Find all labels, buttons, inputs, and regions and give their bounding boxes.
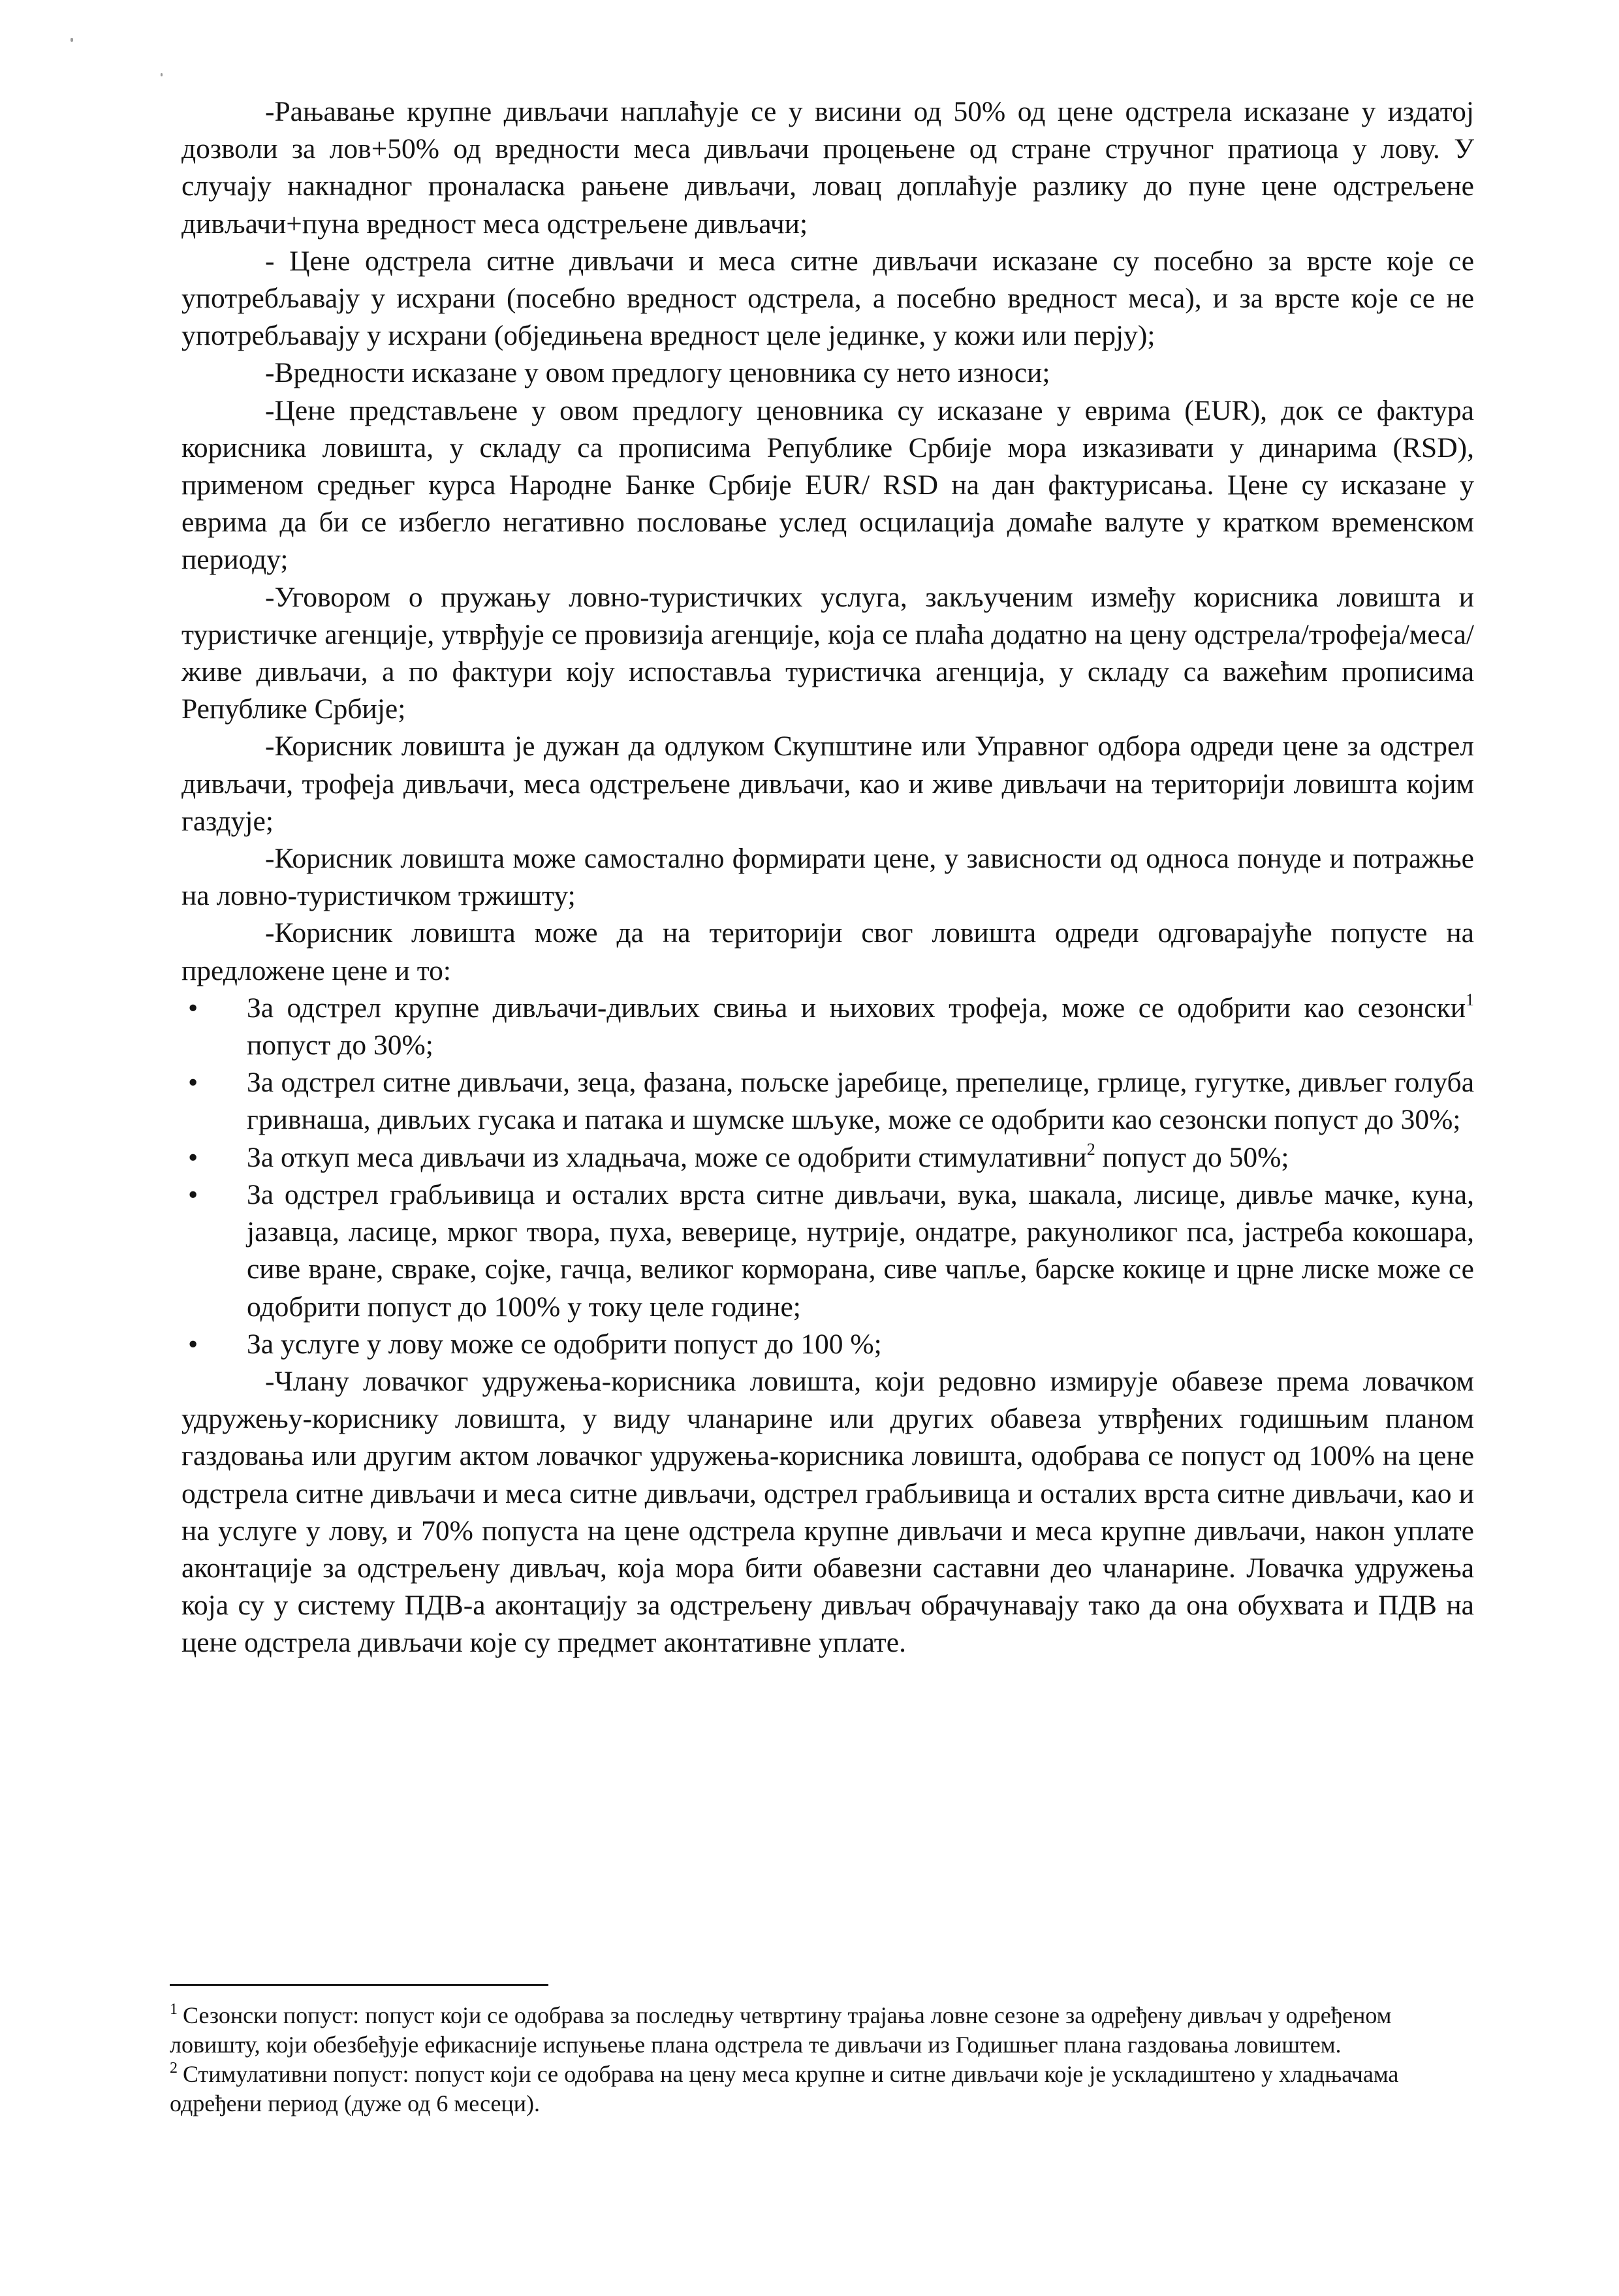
footnote-text: Сезонски попуст: попуст који се одобрава за последњу четвртину трајања ловне сезоне за одређену дивљач у одређеном ловишту, који обезбеђује ефикасније испуњење плана одстрела те дивљачи из Годишњег плана газдовања ловиштем. — [170, 2002, 1392, 2058]
paragraph-small-game-prices: - Цене одстрела ситне дивљачи и меса ситне дивљачи исказане су посебно за врсте које се употребљавају у исхрани (посебно вредност одстрела, а посебно вредност меса), и за врсте које се не употребљавају у исхрани (обједињена вредност целе јединке, у кожи или перју); — [181, 245, 1474, 352]
document-body — [181, 93, 1474, 1662]
bullet-marker: • — [188, 1141, 198, 1173]
list-item — [181, 1139, 1474, 1176]
list-item — [181, 990, 1474, 1064]
paragraph-euro-prices: -Цене представљене у овом предлогу ценовника су исказане у еврима (EUR), док се фактура корисника ловишта, у складу са прописима Републике Србије мора изказивати у динарима (RSD), применом средњег курса Народне Банке Србије EUR/ RSD на дан фактурисања. Цене су исказане у еврима да би се избегло негативно пословање услед осцилација домаће валуте у кратком временском периоду; — [181, 394, 1474, 576]
paragraph-discounts-intro: -Корисник ловишта може да на територији свог ловишта одреди одговарајуће попусте на предложене цене и то: — [181, 917, 1474, 986]
list-item-text: За одстрел ситне дивљачи, зеца, фазана, пољске јаребице, препелице, грлице, гугутке, дивљег голуба гривнаша, дивљих гусака и патака и шумске шљуке, може се одобрити као сезонски попуст до 30%; — [247, 1067, 1474, 1136]
list-item — [181, 1176, 1474, 1326]
discount-list — [181, 990, 1474, 1363]
bullet-marker: • — [188, 1067, 198, 1099]
bullet-marker: • — [188, 992, 198, 1024]
bullet-marker: • — [188, 1178, 198, 1210]
list-item-text: За откуп меса дивљачи из хладњача, може се одобрити стимулативни — [247, 1141, 1087, 1173]
footnote-text: Стимулативни попуст: попуст који се одобрава на цену меса крупне и ситне дивљачи које је ускладиштено у хладњачама одређени период (дуже од 6 месеци). — [170, 2061, 1399, 2116]
list-item-text: попуст до 50%; — [1095, 1141, 1289, 1173]
list-item-text: За услуге у лову може се одобрити попуст до 100 %; — [247, 1328, 882, 1360]
footnote-number: 2 — [170, 2060, 178, 2077]
footnotes — [170, 2001, 1475, 2118]
scan-speck — [161, 73, 163, 76]
paragraph-independent-pricing: -Корисник ловишта може самостално формирати цене, у зависности од односа понуде и потражње на ловно-туристичком тржишту; — [181, 843, 1474, 912]
list-item — [181, 1064, 1474, 1139]
footnote-ref: 2 — [1086, 1139, 1095, 1159]
list-item — [181, 1326, 1474, 1363]
footnote-separator — [170, 1984, 548, 1986]
bullet-marker: • — [188, 1328, 198, 1360]
footnote-ref: 1 — [1466, 990, 1474, 1009]
list-item-text: попуст до 30%; — [247, 1030, 433, 1062]
paragraph-price-decision: -Корисник ловишта је дужан да одлуком Скупштине или Управног одбора одреди цене за одстрел дивљачи, трофеја дивљачи, меса одстрељене дивљачи, као и живе дивљачи на територији ловишта којим газдује; — [181, 731, 1474, 837]
footnote-2 — [170, 2060, 1475, 2118]
paragraph-member-discount: -Члану ловачког удружења-корисника ловишта, који редовно измирује обавезе према ловачком удружењу-кориснику ловишта, у виду чланарине или других обавеза утврђених годишњим планом газдовања или другим актом ловачког удружења-корисника ловишта, одобрава се попуст од 100% на цене одстрела ситне дивљачи и меса ситне дивљачи, одстрел грабљивица и осталих врста ситне дивљачи, као и на услуге у лову, и 70% попуста на цене одстрела крупне дивљачи и меса крупне дивљачи, након уплате аконтације за одстрељену дивљач, која мора бити обавезни саставни део чланарине. Ловачка удружења која су у систему ПДВ-а аконтацију за одстрељену дивљач обрачунавају тако да она обухвата и ПДВ на цене одстрела дивљачи које су предмет аконтативне уплате. — [181, 1365, 1474, 1659]
list-item-text: За одстрел грабљивица и осталих врста ситне дивљачи, вука, шакала, лисице, дивље мачке, куна, јазавца, ласице, мрког твора, пуха, веверице, нутрије, ондатре, ракуноликог пса, јастреба кокошара, сиве вране, свраке, сојке, гачца, великог корморана, сиве чапље, барске кокице и црне лиске може се одобрити попуст до 100% у току целе године; — [247, 1178, 1474, 1323]
scan-speck — [71, 38, 73, 42]
paragraph-wounding-charge: -Рањавање крупне дивљачи наплаћује се у висини од 50% од цене одстрела исказане у издатој дозволи за лов+50% од вредности меса дивљачи процењене од стране стручног пратиоца у лову. У случају накнадног проналаска рањене дивљачи, ловац доплаћује разлику до пуне цене одстрељене дивљачи+пуна вредност меса одстрељене дивљачи; — [181, 96, 1474, 240]
footnote-1 — [170, 2001, 1475, 2060]
paragraph-agency-commission: -Уговором о пружању ловно-туристичких услуга, закљученим између корисника ловишта и туристичке агенције, утврђује се провизија агенције, која се плаћа додатно на цену одстрела/трофеја/меса/живе дивљачи, а по фактури коју испоставља туристичка агенција, у складу са важећим прописима Републике Србије; — [181, 581, 1474, 725]
footnote-number: 1 — [170, 2001, 178, 2018]
paragraph-net-amounts: -Вредности исказане у овом предлогу ценовника су нето износи; — [265, 357, 1050, 389]
list-item-text: За одстрел крупне дивљачи-дивљих свиња и њихових трофеја, може се одобрити као сезонски — [247, 992, 1466, 1024]
